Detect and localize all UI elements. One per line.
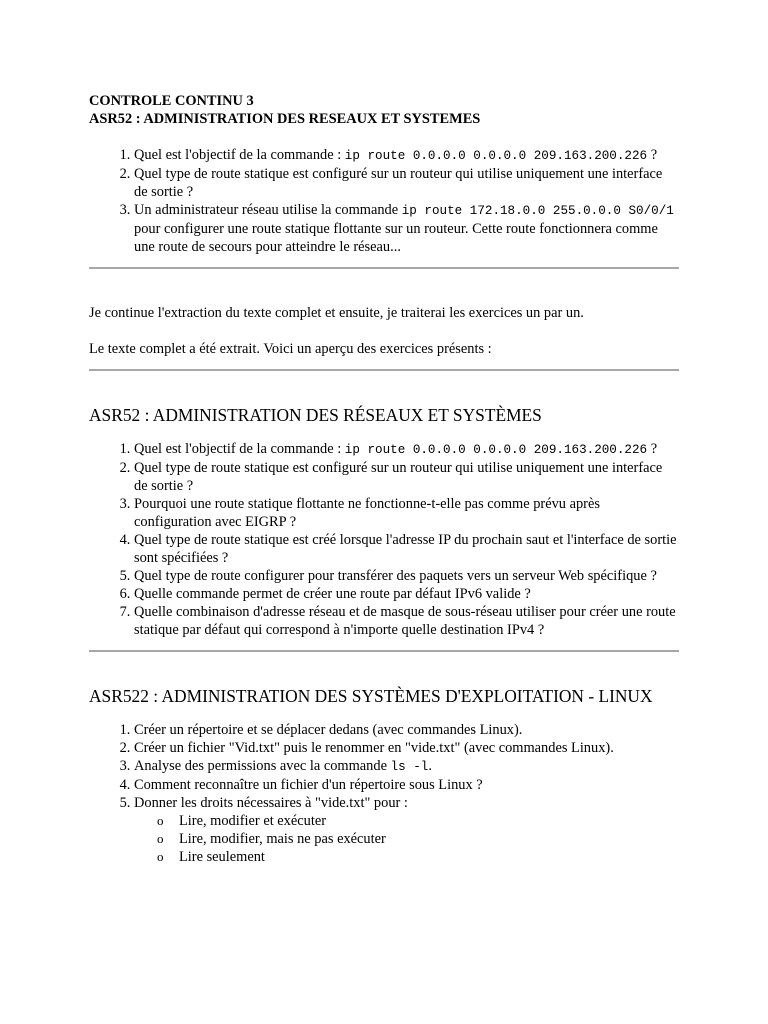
- list-item: 3. Analyse des permissions avec la commande ls -l.: [134, 757, 679, 776]
- list-item: 3. Pourquoi une route statique flottante ne fonctionne-t-elle pas comme prévu après configuration avec EIGRP ?: [134, 495, 679, 531]
- sublist-item: o Lire seulement: [157, 849, 265, 865]
- list-item: 6. Quelle commande permet de créer une route par défaut IPv6 valide ?: [134, 585, 679, 603]
- list-item: 2. Créer un fichier "Vid.txt" puis le renommer en "vide.txt" (avec commandes Linux).: [134, 739, 679, 757]
- list-item: 1. Quel est l'objectif de la commande : ip route 0.0.0.0 0.0.0.0 209.163.200.226 ?: [134, 440, 679, 459]
- command-code: ip route 172.18.0.0 255.0.0.0 S0/0/1: [401, 204, 674, 218]
- first-question-list: [89, 146, 679, 256]
- document-header: [89, 92, 679, 128]
- list-item: 5. Quel type de route configurer pour transférer des paquets vers un serveur Web spécifique ?: [134, 567, 679, 585]
- circle-bullet-icon: o: [157, 849, 164, 864]
- sublist-item: o Lire, modifier, mais ne pas exécuter: [157, 831, 386, 847]
- command-code: ip route 0.0.0.0 0.0.0.0 209.163.200.226: [344, 443, 648, 457]
- network-question-list: [89, 440, 679, 639]
- list-item: 5. Donner les droits nécessaires à "vide.txt" pour : o Lire, modifier et exécuter o Lire, modifier, mais ne pas exécuter o Lire seulement: [134, 794, 679, 866]
- circle-bullet-icon: o: [157, 813, 164, 828]
- paragraph-overview: Le texte complet a été extrait. Voici un aperçu des exercices présents :: [89, 341, 492, 357]
- section-title-networks: ASR52 : ADMINISTRATION DES RÉSEAUX ET SYSTÈMES: [89, 405, 542, 425]
- command-code: ip route 0.0.0.0 0.0.0.0 209.163.200.226: [344, 149, 648, 163]
- list-item: 4. Quel type de route statique est créé lorsque l'adresse IP du prochain saut et l'interface de sortie sont spécifiées ?: [134, 531, 679, 567]
- list-item: 2. Quel type de route statique est configuré sur un routeur qui utilise uniquement une interface de sortie ?: [134, 459, 679, 495]
- sublist-item: o Lire, modifier et exécuter: [157, 813, 327, 829]
- circle-bullet-icon: o: [157, 831, 164, 846]
- command-code: ls -l: [390, 760, 429, 774]
- list-item: 4. Comment reconnaître un fichier d'un répertoire sous Linux ?: [134, 776, 679, 794]
- horizontal-rule: [89, 267, 679, 269]
- list-item: 1. Quel est l'objectif de la commande : ip route 0.0.0.0 0.0.0.0 209.163.200.226 ?: [134, 146, 679, 165]
- horizontal-rule: [89, 650, 679, 652]
- section-title-linux: ASR522 : ADMINISTRATION DES SYSTÈMES D'EXPLOITATION - LINUX: [89, 686, 653, 706]
- list-item: 3. Un administrateur réseau utilise la commande ip route 172.18.0.0 255.0.0.0 S0/0/1 pour configurer une route statique flottante sur un routeur. Cette route fonctionnera comme une route de secours pour atteindre le réseau...: [134, 201, 679, 256]
- header-course: ASR52 : ADMINISTRATION DES RESEAUX ET SYSTEMES: [89, 111, 481, 127]
- paragraph-extraction: Je continue l'extraction du texte complet et ensuite, je traiterai les exercices un par un.: [89, 305, 584, 321]
- list-item: 7. Quelle combinaison d'adresse réseau et de masque de sous-réseau utiliser pour créer une route statique par défaut qui correspond à n'importe quelle destination IPv4 ?: [134, 603, 679, 639]
- list-item: 1. Créer un répertoire et se déplacer dedans (avec commandes Linux).: [134, 721, 679, 739]
- list-item: 2. Quel type de route statique est configuré sur un routeur qui utilise uniquement une interface de sortie ?: [134, 165, 679, 201]
- header-title: CONTROLE CONTINU 3: [89, 93, 254, 109]
- rights-sublist: [134, 812, 679, 866]
- horizontal-rule: [89, 369, 679, 371]
- linux-question-list: [89, 721, 679, 866]
